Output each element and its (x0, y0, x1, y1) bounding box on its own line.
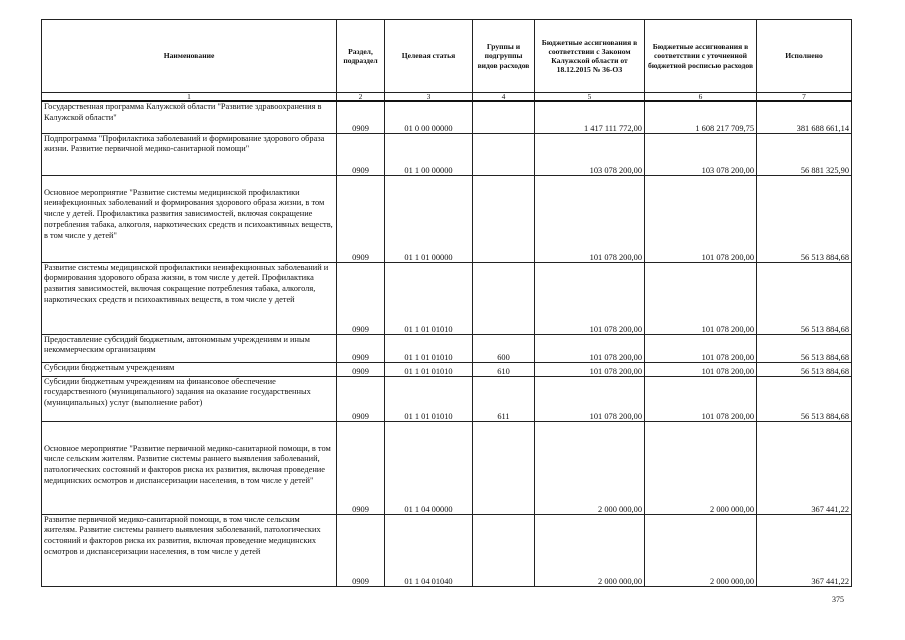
row-refined-amount: 101 078 200,00 (645, 334, 757, 362)
row-executed-amount: 381 688 661,14 (757, 101, 852, 133)
row-section: 0909 (337, 101, 385, 133)
row-name: Развитие системы медицинской профилактики неинфекционных заболеваний и формирования здорового образа жизни, в том числе у детей. Профилактика развития зависимостей, включая сокращение потребления табака, алкоголя, наркотических средств и психоактивных веществ, в том числе у детей (42, 262, 337, 334)
row-refined-amount: 101 078 200,00 (645, 376, 757, 421)
row-executed-amount: 367 441,22 (757, 514, 852, 586)
row-name: Субсидии бюджетным учреждениям (42, 362, 337, 376)
row-executed-amount: 56 513 884,68 (757, 175, 852, 262)
row-target-article: 01 1 01 01010 (385, 362, 473, 376)
row-target-article: 01 1 01 01010 (385, 262, 473, 334)
page-number: 375 (832, 595, 844, 604)
row-expense-group: 611 (473, 376, 535, 421)
header-target-article: Целевая статья (385, 20, 473, 93)
column-number-row (42, 93, 852, 102)
header-name: Наименование (42, 20, 337, 93)
table-row (42, 514, 852, 586)
row-name: Государственная программа Калужской области "Развитие здравоохранения в Калужской области" (42, 101, 337, 133)
row-name: Основное мероприятие "Развитие первичной медико-санитарной помощи, в том числе сельским жителям. Развитие системы раннего выявления заболеваний, патологических состояний и факторов риска их развития, включая проведение медицинских осмотров и диспансеризации населения, в том числе у детей" (42, 421, 337, 514)
row-target-article: 01 1 01 00000 (385, 175, 473, 262)
table-row (42, 334, 852, 362)
table-row (42, 133, 852, 175)
row-law-amount: 2 000 000,00 (535, 421, 645, 514)
column-number: 4 (473, 93, 535, 102)
row-section: 0909 (337, 421, 385, 514)
row-law-amount: 103 078 200,00 (535, 133, 645, 175)
row-expense-group (473, 101, 535, 133)
row-name: Развитие первичной медико-санитарной помощи, в том числе сельским жителям. Развитие системы раннего выявления заболеваний, патологических состояний и факторов риска их развития, включая проведение медицинских осмотров и диспансеризации населения, в том числе у детей (42, 514, 337, 586)
row-expense-group (473, 262, 535, 334)
table-header-row (42, 20, 852, 93)
table-row (42, 101, 852, 133)
row-law-amount: 2 000 000,00 (535, 514, 645, 586)
row-expense-group (473, 421, 535, 514)
row-section: 0909 (337, 376, 385, 421)
budget-table (41, 19, 852, 587)
row-refined-amount: 2 000 000,00 (645, 514, 757, 586)
row-executed-amount: 56 513 884,68 (757, 376, 852, 421)
row-section: 0909 (337, 362, 385, 376)
row-name: Основное мероприятие "Развитие системы медицинской профилактики неинфекционных заболеваний и формирования здорового образа жизни, в том числе у детей. Профилактика развития зависимостей, включая сокращение потребления табака, алкоголя, наркотических средств и психоактивных веществ, в том числе у детей" (42, 175, 337, 262)
column-number: 6 (645, 93, 757, 102)
row-target-article: 01 1 04 01040 (385, 514, 473, 586)
header-refined-allocations: Бюджетные ассигнования в соответствии с уточненной бюджетной росписью расходов (645, 20, 757, 93)
table-row (42, 362, 852, 376)
row-executed-amount: 56 513 884,68 (757, 334, 852, 362)
column-number: 7 (757, 93, 852, 102)
row-expense-group (473, 175, 535, 262)
header-executed: Исполнено (757, 20, 852, 93)
row-section: 0909 (337, 175, 385, 262)
row-refined-amount: 2 000 000,00 (645, 421, 757, 514)
row-name: Подпрограмма "Профилактика заболеваний и формирование здорового образа жизни. Развитие первичной медико-санитарной помощи" (42, 133, 337, 175)
row-section: 0909 (337, 514, 385, 586)
row-name: Предоставление субсидий бюджетным, автономным учреждениям и иным некоммерческим организациям (42, 334, 337, 362)
column-number: 1 (42, 93, 337, 102)
row-law-amount: 101 078 200,00 (535, 175, 645, 262)
row-expense-group: 600 (473, 334, 535, 362)
row-executed-amount: 56 513 884,68 (757, 262, 852, 334)
row-expense-group (473, 133, 535, 175)
row-refined-amount: 101 078 200,00 (645, 262, 757, 334)
row-executed-amount: 367 441,22 (757, 421, 852, 514)
row-target-article: 01 0 00 00000 (385, 101, 473, 133)
row-refined-amount: 103 078 200,00 (645, 133, 757, 175)
row-refined-amount: 101 078 200,00 (645, 362, 757, 376)
table-row (42, 421, 852, 514)
table-row (42, 262, 852, 334)
header-law-allocations: Бюджетные ассигнования в соответствии с Законом Калужской области от 18.12.2015 № 36-ОЗ (535, 20, 645, 93)
header-section: Раздел, подраздел (337, 20, 385, 93)
table-row (42, 175, 852, 262)
row-target-article: 01 1 01 01010 (385, 334, 473, 362)
row-section: 0909 (337, 133, 385, 175)
row-refined-amount: 101 078 200,00 (645, 175, 757, 262)
row-section: 0909 (337, 262, 385, 334)
row-target-article: 01 1 04 00000 (385, 421, 473, 514)
row-law-amount: 1 417 111 772,00 (535, 101, 645, 133)
header-expense-groups: Группы и подгруппы видов расходов (473, 20, 535, 93)
table-row (42, 376, 852, 421)
row-target-article: 01 1 01 01010 (385, 376, 473, 421)
row-name: Субсидии бюджетным учреждениям на финансовое обеспечение государственного (муниципального) задания на оказание государственных (муниципальных) услуг (выполнение работ) (42, 376, 337, 421)
row-executed-amount: 56 513 884,68 (757, 362, 852, 376)
column-number: 5 (535, 93, 645, 102)
row-law-amount: 101 078 200,00 (535, 362, 645, 376)
row-law-amount: 101 078 200,00 (535, 334, 645, 362)
column-number: 2 (337, 93, 385, 102)
row-expense-group (473, 514, 535, 586)
row-executed-amount: 56 881 325,90 (757, 133, 852, 175)
row-target-article: 01 1 00 00000 (385, 133, 473, 175)
row-law-amount: 101 078 200,00 (535, 262, 645, 334)
row-law-amount: 101 078 200,00 (535, 376, 645, 421)
row-expense-group: 610 (473, 362, 535, 376)
row-section: 0909 (337, 334, 385, 362)
column-number: 3 (385, 93, 473, 102)
row-refined-amount: 1 608 217 709,75 (645, 101, 757, 133)
